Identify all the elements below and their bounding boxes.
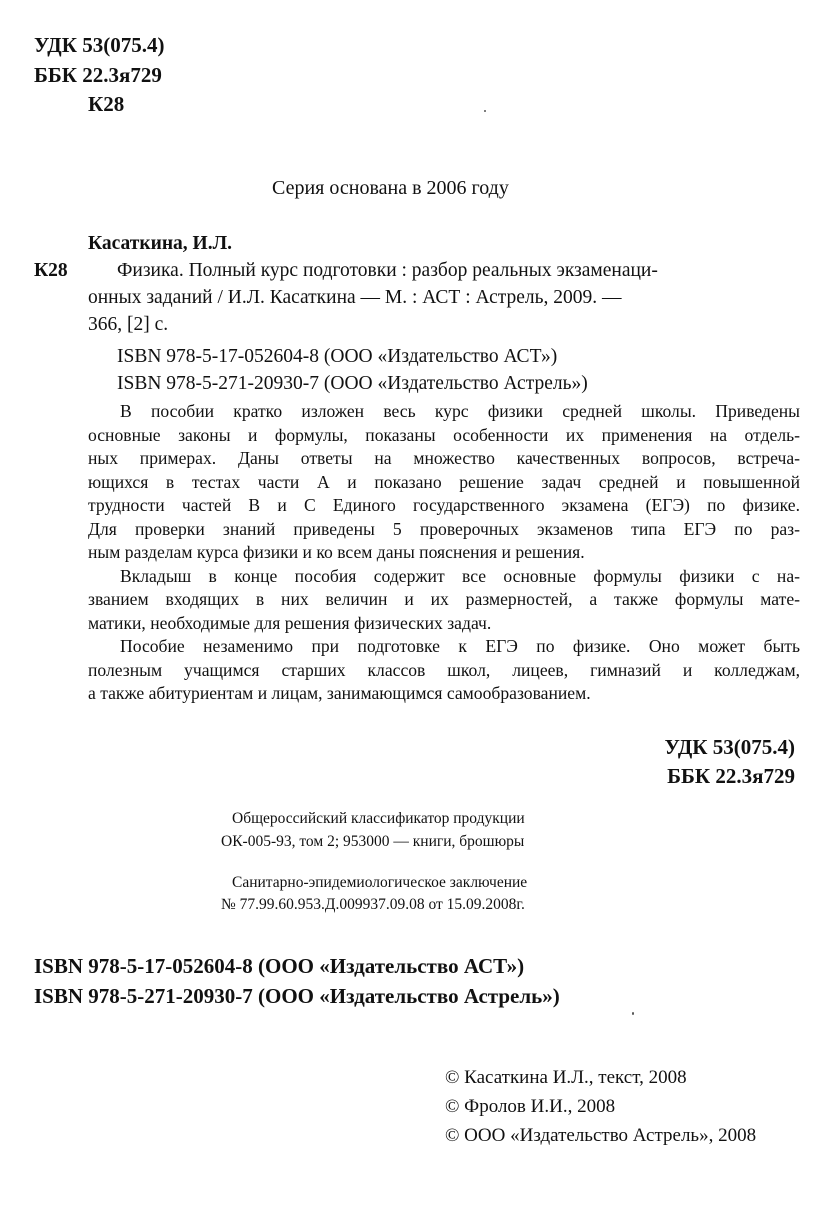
classifier-line: ОК-005-93, том 2; 953000 — книги, брошюры [221, 833, 525, 850]
abstract-paragraph [88, 565, 800, 636]
abstract-line: Вкладыш в конце пособия содержит все основные формулы физики с на- [120, 565, 800, 586]
abstract-line: матики, необходимые для решения физических задач. [88, 612, 492, 633]
scan-speck [632, 1012, 634, 1015]
abstract-paragraph [88, 400, 800, 565]
abstract-line: основные законы и формулы, показаны особенности их применения на отдель- [88, 424, 800, 445]
copyright-line: © Касаткина И.Л., текст, 2008 [445, 1067, 687, 1088]
catalog-title-line: Физика. Полный курс подготовки : разбор реальных экзаменаци- [117, 260, 658, 281]
abstract-line: ных примерах. Даны ответы на множество качественных вопросов, встреча- [88, 448, 800, 468]
scan-speck [484, 110, 486, 112]
copyright-line: © ООО «Издательство Астрель», 2008 [445, 1125, 757, 1146]
abstract [88, 400, 800, 706]
abstract-line: ющихся в тестах части А и показано решение задач средней и повышенной [88, 471, 800, 492]
abstract-paragraph [88, 635, 800, 706]
abstract-line: ным разделам курса физики и ко всем даны пояснения и решения. [88, 542, 585, 562]
catalog-isbn: ISBN 978-5-271-20930-7 (ООО «Издательство Астрель») [117, 373, 588, 394]
catalog-isbn: ISBN 978-5-17-052604-8 (ООО «Издательство АСТ») [117, 346, 558, 367]
abstract-line: званием входящих в них величин и их размерностей, а также формулы мате- [88, 589, 800, 609]
bottom-isbn: ISBN 978-5-271-20930-7 (ООО «Издательство Астрель») [34, 984, 560, 1008]
abstract-line: полезным учащимся старших классов школ, лицеев, гимназий и колледжам, [88, 659, 800, 680]
bbk-code: ББК 22.3я729 [34, 63, 162, 87]
abstract-line: трудности частей В и С Единого государственного экзамена (ЕГЭ) по физике. [88, 495, 800, 515]
series-note: Серия основана в 2006 году [272, 177, 509, 199]
author-mark: К28 [88, 92, 125, 116]
abstract-line: В пособии кратко изложен весь курс физики средней школы. Приведены [120, 401, 800, 421]
bbk-code-right: ББК 22.3я729 [667, 764, 795, 788]
sanitary-line: № 77.99.60.953.Д.009937.09.08 от 15.09.2008г. [221, 896, 525, 913]
classifier-line: Общероссийский классификатор продукции [232, 810, 525, 827]
catalog-code: К28 [34, 260, 68, 281]
sanitary-line: Санитарно-эпидемиологическое заключение [232, 874, 528, 891]
bottom-isbn: ISBN 978-5-17-052604-8 (ООО «Издательство АСТ») [34, 954, 525, 978]
catalog-title-line: онных заданий / И.Л. Касаткина — М. : АСТ : Астрель, 2009. — [88, 287, 622, 308]
udk-code-right: УДК 53(075.4) [664, 735, 795, 759]
udk-code: УДК 53(075.4) [34, 33, 165, 57]
catalog-author: Касаткина, И.Л. [88, 233, 233, 254]
catalog-title-line: 366, [2] с. [88, 314, 169, 335]
copyright-line: © Фролов И.И., 2008 [445, 1096, 616, 1117]
abstract-line: а также абитуриентам и лицам, занимающимся самообразованием. [88, 683, 591, 703]
abstract-line: Для проверки знаний приведены 5 проверочных экзаменов типа ЕГЭ по раз- [88, 518, 800, 539]
abstract-line: Пособие незаменимо при подготовке к ЕГЭ по физике. Оно может быть [120, 636, 800, 656]
